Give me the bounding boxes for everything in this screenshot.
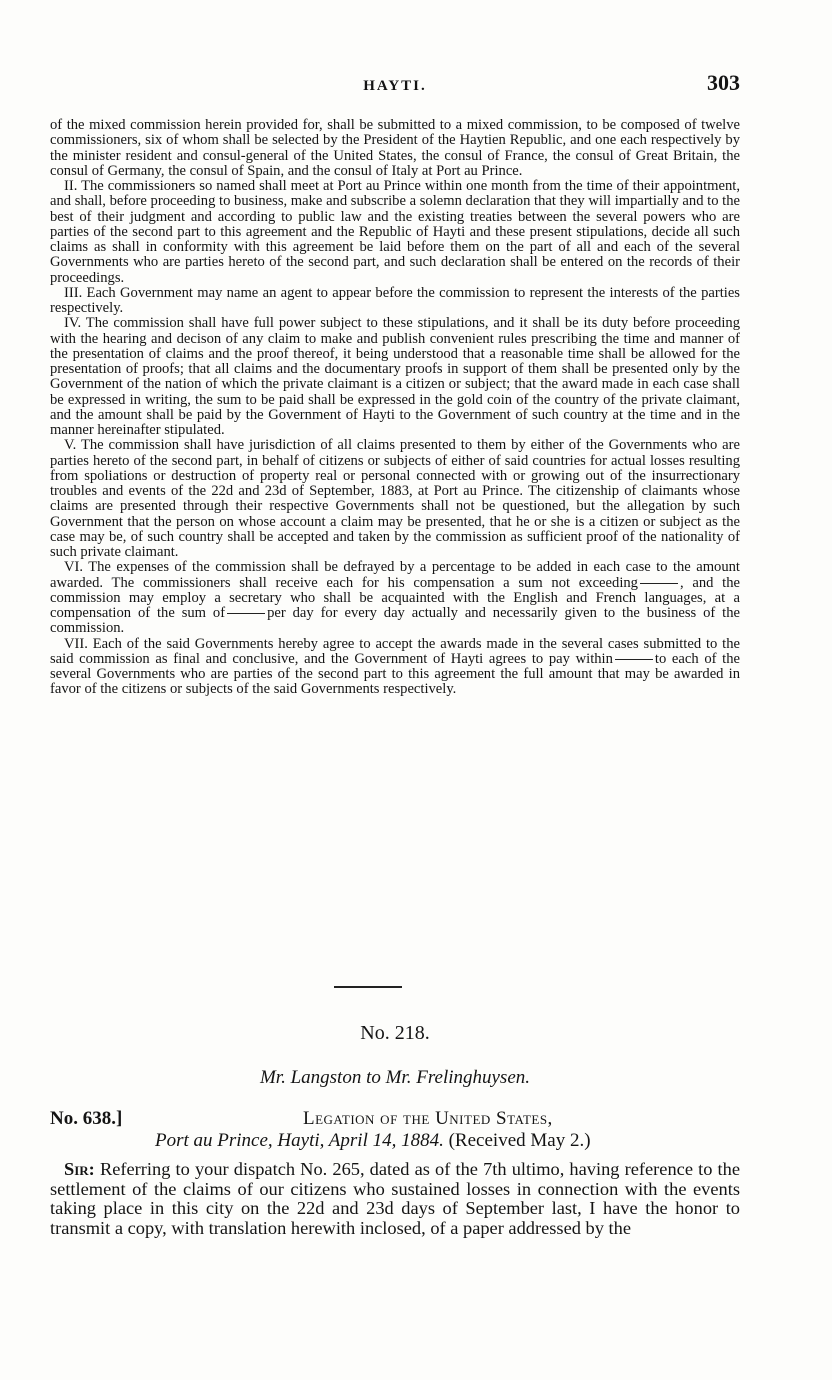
- paragraph-text: VII. Each of the said Governments hereby agree to accept the awards made in the several cases submitted to the said commission as final and conclusive, and the Government of Hayti agrees to pay within: [50, 635, 740, 667]
- paragraph-text: per day for every day actually and necessarily given to the business of the commission.: [50, 605, 740, 637]
- letter-paragraph: [50, 1160, 740, 1238]
- paragraph-text: VI. The expenses of the commission shall be defrayed by a percentage to be added in each case to the amount awarded. The commissioners shall receive each for his compensation a sum not exceeding: [50, 559, 740, 591]
- page-number: 303: [707, 70, 740, 95]
- paragraph-text: II. The commissioners so named shall meet at Port au Prince within one month from the time of their appointment, and shall, before proceeding to business, make and subscribe a solemn declaration that they will impartially and to the best of their judgment and according to public law and the existing treaties between the several powers who are parties of the second part to this agreement and the Republic of Hayti and these present stipulations, decide all such claims as shall in conformity with this agreement be laid before them on the part of all and each of the several Governments who are parties hereto of the second part, and such declaration shall be entered on the records of their proceedings.: [50, 178, 740, 286]
- agreement-paragraph-i: [50, 118, 740, 179]
- document-number: No. 218.: [360, 1022, 430, 1044]
- paragraph-text: III. Each Government may name an agent to appear before the commission to represent the interests of the parties respectively.: [50, 284, 740, 316]
- section-divider: [334, 986, 402, 988]
- salutation: Sir:: [64, 1159, 95, 1179]
- received-date: (Received May 2.): [448, 1130, 591, 1151]
- paragraph-text: to each of the several Governments who are parties of the second part to this agreement the full amount that may be awarded in favor of the citizens or subjects of the said Governments respectively.: [50, 650, 740, 698]
- agreement-paragraph-iv: [50, 316, 740, 438]
- blank-line: [640, 583, 678, 584]
- place-date: Port au Prince, Hayti, April 14, 1884.: [155, 1130, 444, 1151]
- correspondents-line: Mr. Langston to Mr. Frelinghuysen.: [259, 1067, 531, 1088]
- agreement-text: [50, 118, 740, 698]
- legation-title: Legation of the United States,: [303, 1108, 553, 1129]
- running-head: [50, 70, 740, 100]
- dispatch-number: No. 638.]: [50, 1108, 123, 1129]
- agreement-paragraph-vii: [50, 637, 740, 698]
- blank-line: [227, 613, 265, 614]
- agreement-paragraph-ii: [50, 179, 740, 286]
- agreement-paragraph-vi: [50, 560, 740, 636]
- agreement-paragraph-iii: [50, 286, 740, 317]
- paragraph-text: IV. The commission shall have full power subject to these stipulations, and it shall be its duty before proceeding with the hearing and decison of any claim to make and publish convenient rules prescribing the time and manner of the presentation of claims and the proof thereof, it being understood that a reasonable time shall be allowed for the presentation of proofs; that all claims and the documentary proofs in support of them shall be presented only by the Government of the nation of which the private claimant is a citizen or subject; that the award made in each case shall be expressed in writing, the sum to be paid shall be expressed in the gold coin of the country of the private claimant, and the amount shall be paid by the Government of Hayti to the Government of such country at the time and in the manner hereinafter stipulated.: [50, 315, 740, 438]
- letter-text: Referring to your dispatch No. 265, dated as of the 7th ultimo, having reference to the settlement of the claims of our citizens who sustained losses in connection with the events taking place in this city on the 22d and 23d days of September last, I have the honor to transmit a copy, with translation herewith inclosed, of a paper addressed by the: [50, 1159, 740, 1238]
- place-date-line: [155, 1130, 591, 1152]
- agreement-paragraph-v: [50, 438, 740, 560]
- paragraph-text: V. The commission shall have jurisdiction of all claims presented to them by either of the Governments who are parties hereto of the second part, in behalf of citizens or subjects of either of said countries for actual losses resulting from spoliations or destruction of property real or personal connected with or growing out of the insurrectionary troubles and events of the 22d and 23d of September, 1883, at Port au Prince. The citizenship of claimants whose claims are presented through their respective Governments shall not be questioned, but the allegation by such Government that the person on whose account a claim may be presented, that he or she is a citizen or subject as the case may be, of such country shall be accepted and taken by the commission as sufficient proof of the nationality of such private claimant.: [50, 437, 740, 560]
- paragraph-text: , and the commission may employ a secretary who shall be acquainted with the English and French languages, at a compensation of the sum of: [50, 574, 740, 621]
- letter-body: [50, 1160, 740, 1238]
- blank-line: [615, 659, 653, 660]
- paragraph-text: of the mixed commission herein provided for, shall be submitted to a mixed commission, to be composed of twelve commissioners, six of whom shall be selected by the President of the Haytien Republic, and one each respectively by the minister resident and consul-general of the United States, the consul of France, the consul of Great Britain, the consul of Germany, the consul of Spain, and the consul of Italy at Port au Prince.: [50, 117, 740, 179]
- running-title: HAYTI.: [363, 78, 427, 94]
